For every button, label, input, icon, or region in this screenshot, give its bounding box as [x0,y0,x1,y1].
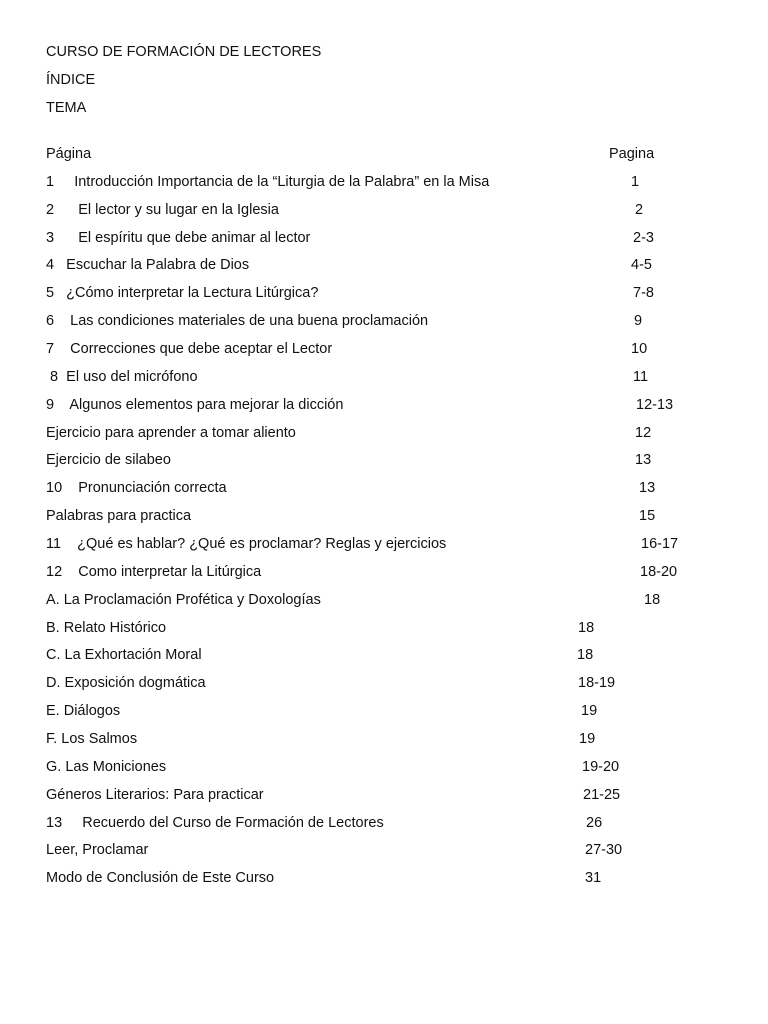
toc-entry-title: G. Las Moniciones [46,759,167,775]
toc-entry [0,814,768,832]
toc-entry-page: 27-30 [585,842,623,858]
toc-entry [0,479,768,497]
toc-entry [0,451,768,469]
toc-entry [0,284,768,302]
toc-entry [0,340,768,358]
toc-entry [0,869,768,887]
toc-entry-title: 12 Como interpretar la Litúrgica [46,564,262,580]
toc-entry-page: 19-20 [582,759,620,775]
toc-entry [0,229,768,247]
index-heading: ÍNDICE [46,72,96,88]
toc-entry [0,396,768,414]
toc-entry-title: 13 Recuerdo del Curso de Formación de Lectores [46,815,384,831]
toc-entry-title: 7 Correcciones que debe aceptar el Lector [46,341,333,357]
toc-entry-page: 18-19 [578,675,616,691]
toc-entry-title: E. Diálogos [46,703,121,719]
toc-entry-title: 3 El espíritu que debe animar al lector [46,230,311,246]
toc-entry-page: 7-8 [633,285,654,301]
toc-entry-page: 13 [639,480,656,496]
toc-entry-title: C. La Exhortación Moral [46,647,202,663]
toc-entry [0,424,768,442]
toc-entry [0,841,768,859]
toc-entry-page: 1 [631,174,640,190]
toc-entry-title: 9 Algunos elementos para mejorar la dicción [46,397,344,413]
toc-entry [0,758,768,776]
toc-entry-title: 2 El lector y su lugar en la Iglesia [46,202,279,218]
toc-entry [0,312,768,330]
toc-entry-page: 19 [579,731,596,747]
toc-entry-page: 12-13 [636,397,674,413]
toc-entry [0,730,768,748]
toc-entry-page: 19 [581,703,598,719]
course-title: CURSO DE FORMACIÓN DE LECTORES [46,44,322,60]
toc-entry-page: 10 [631,341,648,357]
toc-entry-title: Modo de Conclusión de Este Curso [46,870,275,886]
toc-entry-page: 31 [585,870,602,886]
toc-entry [0,674,768,692]
toc-entry-page: 18-20 [640,564,678,580]
toc-entry [0,702,768,720]
toc-entry-title: A. La Proclamación Profética y Doxologías [46,592,321,608]
toc-entry-page: 18 [644,592,661,608]
toc-entry [0,173,768,191]
toc-entry-title: B. Relato Histórico [46,620,167,636]
toc-entry [0,786,768,804]
column-header-left: Página [46,146,92,162]
toc-entry-page: 2-3 [633,230,654,246]
toc-entry-title: 1 Introducción Importancia de la “Liturgia de la Palabra” en la Misa [46,174,490,190]
toc-entry-title: Géneros Literarios: Para practicar [46,787,264,803]
toc-entry-page: 26 [586,815,603,831]
toc-entry-page: 13 [635,452,652,468]
toc-entry-title: F. Los Salmos [46,731,138,747]
column-header-right: Pagina [609,146,655,162]
toc-entry-title: Ejercicio para aprender a tomar aliento [46,425,296,441]
toc-entry-title: 8 El uso del micrófono [46,369,198,385]
toc-entry-title: 4 Escuchar la Palabra de Dios [46,257,250,273]
toc-entry-page: 15 [639,508,656,524]
toc-entry-page: 4-5 [631,257,652,273]
toc-entry-title: 5 ¿Cómo interpretar la Lectura Litúrgica? [46,285,319,301]
toc-entry [0,535,768,553]
toc-entry-page: 18 [578,620,595,636]
toc-entry [0,646,768,664]
toc-entry [0,563,768,581]
toc-entry [0,507,768,525]
toc-entry-title: 6 Las condiciones materiales de una buena proclamación [46,313,429,329]
toc-entry-page: 18 [577,647,594,663]
toc-entry-title: Palabras para practica [46,508,192,524]
toc-entry-title: Leer, Proclamar [46,842,149,858]
toc-entry-title: 10 Pronunciación correcta [46,480,227,496]
toc-entry-title: Ejercicio de silabeo [46,452,171,468]
toc-entry-page: 21-25 [583,787,621,803]
toc-entry [0,591,768,609]
toc-entry-page: 12 [635,425,652,441]
toc-entry [0,619,768,637]
toc-entry-page: 16-17 [641,536,679,552]
topic-heading: TEMA [46,100,87,116]
toc-entry [0,368,768,386]
toc-entry-page: 9 [634,313,643,329]
toc-entry-page: 11 [633,369,649,385]
toc-entry-page: 2 [635,202,644,218]
toc-entry-title: D. Exposición dogmática [46,675,206,691]
toc-entry [0,201,768,219]
toc-entry [0,256,768,274]
toc-entry-title: 11 ¿Qué es hablar? ¿Qué es proclamar? Reglas y ejercicios [46,536,447,552]
